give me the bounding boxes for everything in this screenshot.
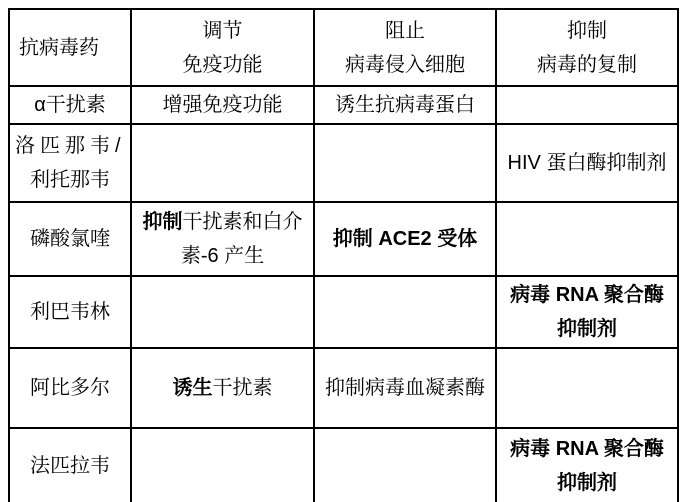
table-row-arbidol bbox=[9, 348, 678, 428]
header-entry-line2: 病毒侵入细胞 bbox=[345, 53, 465, 76]
drug-name-cell bbox=[9, 276, 131, 348]
immune-cell bbox=[131, 276, 314, 348]
immune-text: 增强免疫功能 bbox=[162, 94, 283, 116]
header-entry-line1: 阻止 bbox=[385, 19, 425, 42]
drug-name-cell bbox=[9, 124, 131, 202]
entry-bold-text: 抑制 ACE2 受体 bbox=[332, 228, 478, 250]
drug-name-line2: 利托那韦 bbox=[30, 169, 110, 191]
header-replication-line1: 抑制 bbox=[567, 19, 607, 42]
drug-name-cell bbox=[9, 348, 131, 428]
immune-bold-text: 诱生 bbox=[172, 377, 213, 399]
immune-cell bbox=[131, 86, 314, 124]
drug-name-cell bbox=[9, 86, 131, 124]
immune-bold-text: 抑制 bbox=[142, 211, 183, 233]
antiviral-drug-table bbox=[8, 8, 679, 502]
table-row-favipiravir bbox=[9, 428, 678, 502]
drug-name-cell bbox=[9, 202, 131, 276]
entry-cell bbox=[314, 202, 496, 276]
replication-cell bbox=[496, 276, 678, 348]
drug-name-cell bbox=[9, 428, 131, 502]
entry-text: 抑制病毒血凝素酶 bbox=[325, 377, 485, 399]
entry-cell bbox=[314, 86, 496, 124]
replication-cell bbox=[496, 124, 678, 202]
immune-text: 干扰素 bbox=[212, 377, 273, 399]
header-replication bbox=[496, 9, 678, 86]
drug-name: 磷酸氯喹 bbox=[30, 228, 110, 250]
header-entry bbox=[314, 9, 496, 86]
replication-text: HIV 蛋白酶抑制剂 bbox=[507, 152, 667, 174]
table-header-row bbox=[9, 9, 678, 86]
replication-cell bbox=[496, 348, 678, 428]
drug-name: 洛匹那韦/ bbox=[15, 135, 126, 157]
drug-name: α干扰素 bbox=[34, 94, 106, 116]
drug-name: 法匹拉韦 bbox=[30, 454, 110, 477]
entry-cell bbox=[314, 276, 496, 348]
drug-name: 利巴韦林 bbox=[30, 301, 110, 323]
immune-cell bbox=[131, 124, 314, 202]
drug-name: 阿比多尔 bbox=[30, 377, 110, 399]
replication-bold-text: 病毒 RNA 聚合酶抑制剂 bbox=[510, 437, 664, 494]
entry-cell bbox=[314, 124, 496, 202]
replication-cell bbox=[496, 428, 678, 502]
header-drug-label: 抗病毒药 bbox=[19, 36, 99, 59]
entry-cell bbox=[314, 428, 496, 502]
header-immune-line2: 免疫功能 bbox=[182, 53, 263, 76]
header-replication-line2: 病毒的复制 bbox=[537, 53, 637, 76]
entry-cell bbox=[314, 348, 496, 428]
replication-cell bbox=[496, 86, 678, 124]
replication-cell bbox=[496, 202, 678, 276]
immune-cell bbox=[131, 202, 314, 276]
table-row-chloroquine bbox=[9, 202, 678, 276]
replication-bold-text: 病毒 RNA 聚合酶抑制剂 bbox=[510, 284, 664, 340]
header-drug bbox=[9, 9, 131, 86]
table-row-lopinavir-ritonavir bbox=[9, 124, 678, 202]
table-row-interferon bbox=[9, 86, 678, 124]
immune-text: 干扰素和白介素-6 产生 bbox=[180, 211, 303, 267]
immune-cell bbox=[131, 348, 314, 428]
header-immune-line1: 调节 bbox=[202, 19, 243, 42]
entry-text: 诱生抗病毒蛋白 bbox=[335, 94, 475, 116]
immune-cell bbox=[131, 428, 314, 502]
table-row-ribavirin bbox=[9, 276, 678, 348]
header-immune bbox=[131, 9, 314, 86]
